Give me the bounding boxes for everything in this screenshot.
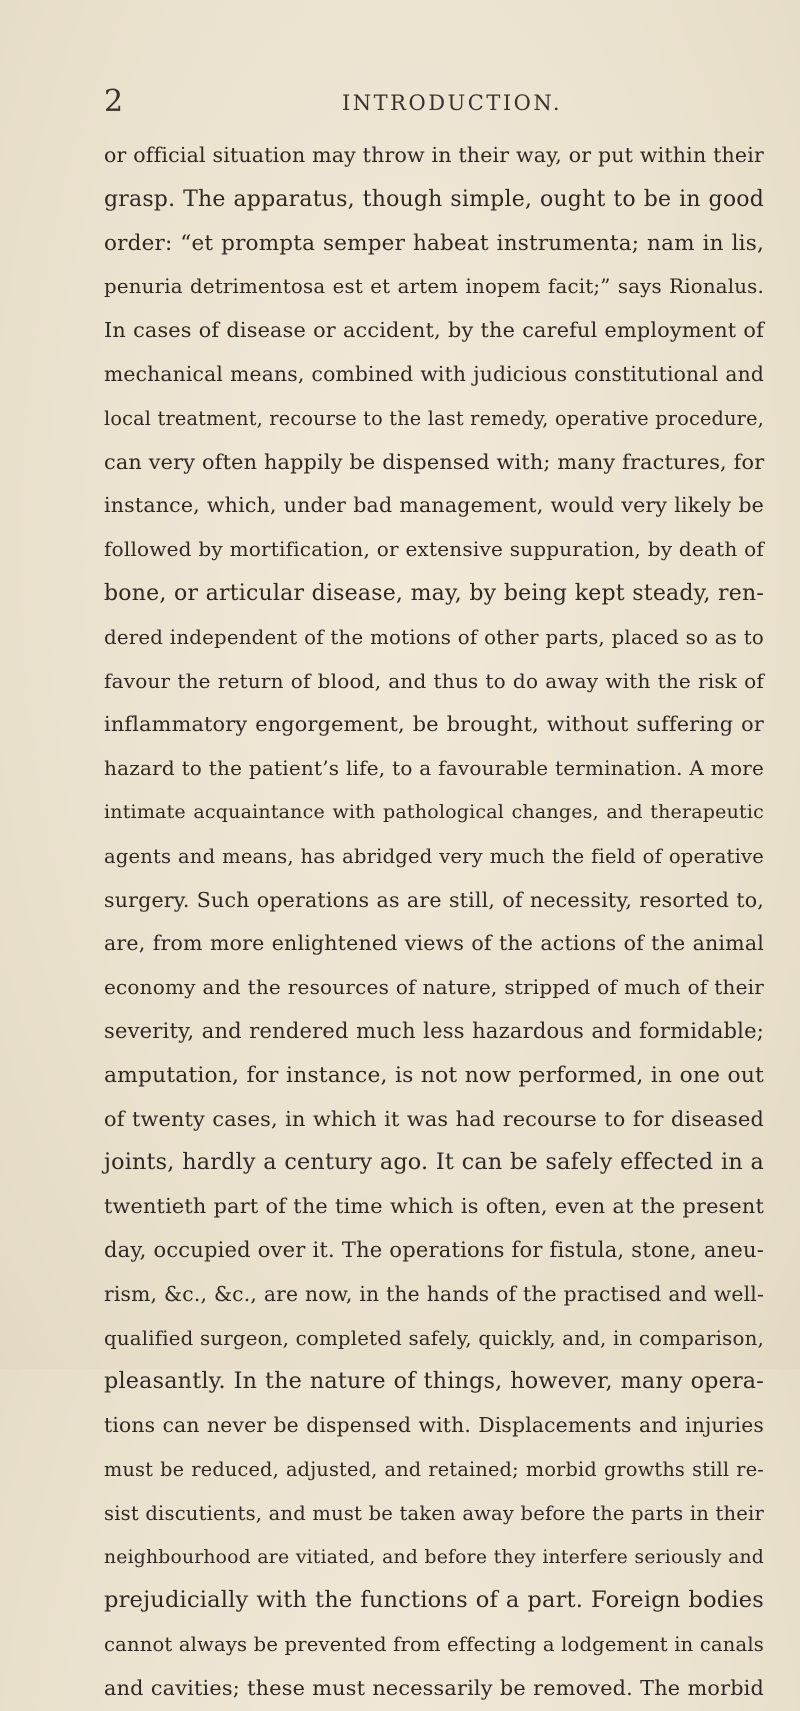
- text-line: intimate acquaintance with pathological changes, and therapeutic: [104, 800, 764, 823]
- text-line: or official situation may throw in their way, or put within their: [104, 143, 764, 167]
- text-line: severity, and rendered much less hazardous and formidable;: [104, 1018, 764, 1043]
- text-line: order: “et prompta semper habeat instrumenta; nam in lis,: [104, 230, 764, 256]
- text-line: day, occupied over it. The operations for fistula, stone, aneu-: [104, 1237, 764, 1262]
- text-line: neighbourhood are vitiated, and before they interfere seriously and: [104, 1546, 764, 1568]
- text-line: of twenty cases, in which it was had recourse to for diseased: [104, 1106, 764, 1131]
- text-line: can very often happily be dispensed with; many fractures, for: [104, 449, 765, 474]
- text-line: local treatment, recourse to the last remedy, operative procedure,: [104, 406, 764, 430]
- text-line: twentieth part of the time which is often, even at the present: [104, 1194, 764, 1219]
- text-line: tions can never be dispensed with. Displacements and injuries: [104, 1413, 764, 1438]
- text-line: economy and the resources of nature, stripped of much of their: [104, 975, 764, 1000]
- text-line: agents and means, has abridged very much the field of operative: [104, 844, 764, 868]
- running-head: [104, 82, 764, 122]
- text-line: In cases of disease or accident, by the careful employment of: [104, 318, 764, 343]
- text-line: are, from more enlightened views of the actions of the animal: [104, 931, 764, 956]
- text-line: followed by mortification, or extensive suppuration, by death of: [104, 537, 764, 562]
- text-line: mechanical means, combined with judicious constitutional and: [104, 361, 764, 386]
- text-line: and cavities; these must necessarily be removed. The morbid: [104, 1675, 764, 1700]
- text-line: cannot always be prevented from effecting a lodgement in canals: [104, 1633, 764, 1657]
- text-line: bone, or articular disease, may, by being kept steady, ren-: [104, 580, 764, 606]
- text-line: dered independent of the motions of other parts, placed so as to: [104, 625, 764, 649]
- body-paragraph: [104, 134, 764, 1711]
- text-line: hazard to the patient’s life, to a favourable termination. A more: [104, 756, 764, 781]
- text-line: rism, &c., &c., are now, in the hands of the practised and well-: [104, 1281, 764, 1306]
- text-line: qualified surgeon, completed safely, quickly, and, in comparison,: [104, 1326, 764, 1350]
- text-line: sist discutients, and must be taken away before the parts in their: [104, 1501, 764, 1525]
- text-line: surgery. Such operations as are still, of necessity, resorted to,: [104, 887, 764, 912]
- text-line: favour the return of blood, and thus to do away with the risk of: [104, 668, 764, 693]
- text-line: instance, which, under bad management, would very likely be: [104, 493, 764, 518]
- page-number: 2: [104, 84, 124, 119]
- text-line: joints, hardly a century ago. It can be safely effected in a: [104, 1149, 764, 1176]
- text-line: grasp. The apparatus, though simple, ought to be in good: [104, 186, 764, 212]
- text-line: prejudicially with the functions of a part. Foreign bodies: [104, 1587, 764, 1614]
- text-line: pleasantly. In the nature of things, however, many opera-: [104, 1368, 764, 1395]
- running-title: INTRODUCTION.: [342, 91, 563, 115]
- text-line: penuria detrimentosa est et artem inopem facit;” says Rionalus.: [104, 275, 764, 299]
- text-line: amputation, for instance, is not now performed, in one out: [104, 1062, 764, 1088]
- text-line: must be reduced, adjusted, and retained; morbid growths still re-: [104, 1457, 764, 1481]
- text-line: inflammatory engorgement, be brought, without suffering or: [104, 712, 764, 737]
